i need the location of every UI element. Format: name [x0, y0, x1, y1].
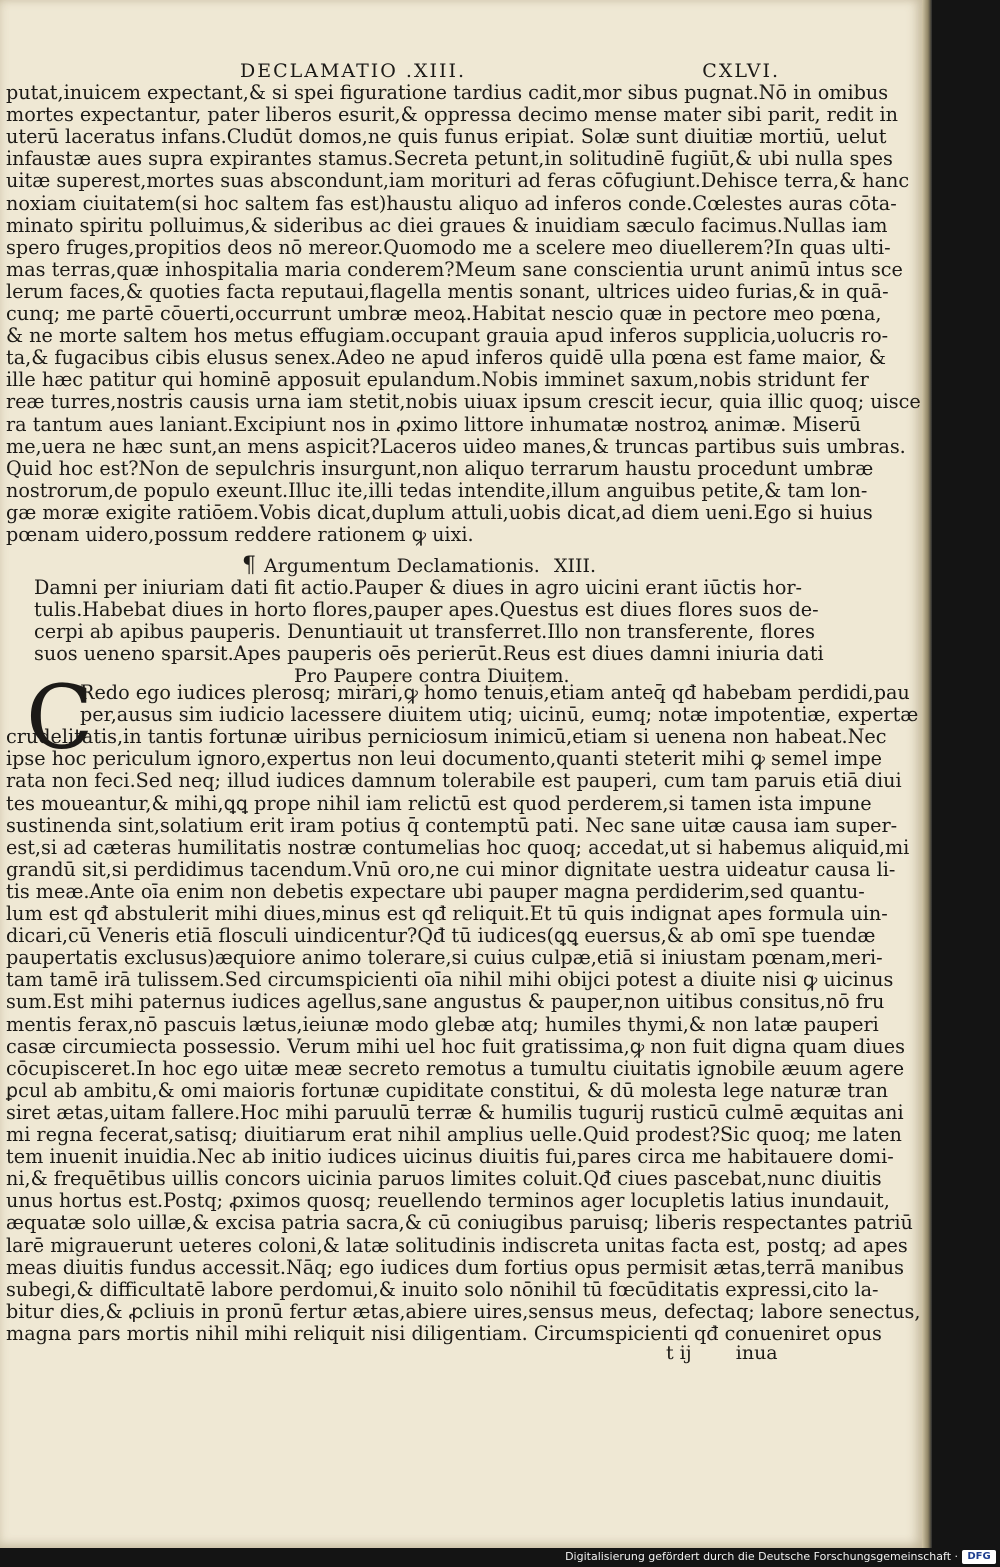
- text-line: sustinenda sint,solatium erit iram potius q̄ contemptū pati. Nec sane uitæ causa iam super-: [6, 813, 898, 837]
- text-line: sum.Est mihi paternus iudices agellus,sane angustus & pauper,non uitibus consitus,nō fru: [6, 990, 885, 1014]
- signature-text: t ij: [666, 1342, 692, 1364]
- text-line: uterū laceratus infans.Cludūt domos,ne quis funus eripiat. Solæ sunt diuitiæ mortiū, uelut: [6, 125, 887, 149]
- text-line: spero fruges,propitios deos nō mereor.Quomodo me a scelere meo diuellerem?In quas ulti-: [6, 235, 891, 259]
- text-line: reæ turres,nostris causis urna iam stetit,nobis uiuax ipsum crescit iecur, quia illic quoq; uisce: [6, 390, 921, 414]
- text-line: mentis ferax,nō pascuis lætus,ieiunæ modo glebæ atq; humiles thymi,& non latæ pauperi: [6, 1012, 879, 1036]
- text-line: larē migrauerunt ueteres coloni,& latæ solitudinis indiscreta unitas facta est, postq; ad apes: [6, 1233, 908, 1257]
- paragraph-mark-icon: ¶: [242, 553, 256, 578]
- text-line: rata non feci.Sed neq; illud iudices damnum tolerabile est pauperi, cum tam paruis etiā diui: [6, 769, 902, 793]
- footer-bar: [0, 1548, 1000, 1567]
- argument-subtitle: Pro Paupere contra Diuitem.: [294, 665, 570, 687]
- text-line: tam tamē irā tulissem.Sed circumspicienti oīa nihil mihi obijci potest a diuite nisi ꝙ uicinus: [6, 968, 894, 992]
- argument-line: tulis.Habebat diues in horto flores,pauper apes.Questus est diues flores suos de-: [34, 598, 819, 621]
- text-line: per,ausus sim iudicio lacessere diuitem utiq; uicinū, eumq; notæ impotentiæ, expertæ: [80, 703, 919, 727]
- text-line: lerum faces,& quoties facta reputaui,flagella mentis sonant, ultrices uideo furias,& in quā-: [6, 279, 889, 303]
- text-line: uitæ superest,mortes suas abscondunt,iam morituri ad feras cōfugiunt.Dehisce terra,& hanc: [6, 169, 910, 193]
- signature-mark: [666, 1340, 778, 1366]
- argument-number: XIII.: [554, 555, 597, 577]
- text-line: gæ moræ exigite ratiōem.Vobis dicat,duplum attuli,uobis dicat,ad diem ueni.Ego si huius: [6, 500, 873, 524]
- text-line: putat,inuicem expectant,& si spei figuratione tardius cadit,mor sibus pugnat.Nō in omibus: [6, 81, 889, 104]
- page-edge: [922, 0, 932, 1548]
- text-line: bitur dies,& ꝓcliuis in pronū fertur ætas,abiere uires,sensus meus, defectaq; labore senectus,: [6, 1299, 921, 1323]
- decorated-initial: C: [26, 666, 94, 769]
- argument-heading: Argumentum Declamationis.: [264, 555, 540, 577]
- text-line: grandū sit,si perdidimus tacendum.Vnū oro,ne cui minor dignitate uestra uideatur causa li-: [6, 857, 896, 881]
- text-line: mas terras,quæ inhospitalia maria conderem?Meum sane conscientia urunt animū intus sce: [6, 257, 903, 281]
- running-title: DECLAMATIO .XIII.: [240, 60, 467, 82]
- text-line: nostrorum,de populo exeunt.Illuc ite,illi tedas intendite,illum anguibus petite,& tam lon-: [6, 478, 868, 502]
- text-block: [6, 0, 921, 1548]
- text-line: lum est qđ abstulerit mihi diues,minus est qđ reliquit.Et tū quis indignat apes formula uin-: [6, 902, 888, 925]
- text-line: casæ circumiecta possessio. Verum mihi uel hoc fuit gratissima,ꝙ non fuit digna quam diues: [6, 1034, 905, 1058]
- text-line: paupertatis exclusus)æquiore animo tolerare,si cuius culpæ,etiā si iniustam pœnam,meri-: [6, 946, 883, 970]
- text-line: cōcupisceret.In hoc ego uitæ meæ secreto remotus a tumultu ciuitatis ignobile æuum agere: [6, 1056, 905, 1080]
- text-line: tes moueantur,& mihi,ꝗꝗ prope nihil iam relictū est quod perderem,si tamen ista impune: [6, 791, 872, 815]
- text-line: unus hortus est.Postq; ꝓximos quosq; reuellendo terminos ager locupletis latius inundauit,: [6, 1189, 890, 1213]
- text-line: ipse hoc periculum ignoro,expertus non leui documento,quanti steterit mihi ꝙ semel impe: [6, 747, 882, 771]
- text-line: mi regna fecerat,satisq; diuitiarum erat nihil amplius uelle.Quid prodest?Sic quoq; me laten: [6, 1123, 902, 1146]
- text-line: tem inuenit inuidia.Nec ab initio iudices uicinus diuitis fui,pares circa me habitauere domi-: [6, 1145, 894, 1169]
- text-line: siret ætas,uitam fallere.Hoc mihi paruulū terræ & humilis tugurij rusticū culmē æquitas ani: [6, 1100, 904, 1124]
- text-line: crudelitatis,in tantis fortunæ uiribus perniciosum inimicū,etiam si uenena non habeat.Nec: [6, 725, 887, 749]
- text-line: pœnam uidero,possum reddere rationem ꝙ uixi.: [6, 523, 474, 546]
- text-line: Quid hoc est?Non de sepulchris insurgunt,non aliquo terrarum haustu procedunt umbræ: [6, 456, 874, 480]
- text-line: ra tantum aues laniant.Excipiunt nos in ꝓximo littore inhumatæ nostroꝝ animæ. Miserū: [6, 412, 861, 436]
- text-line: ꝑcul ab ambitu,& omi maioris fortunæ cupiditate constitui, & dū molesta lege naturæ tran: [6, 1078, 889, 1102]
- text-line: ni,& frequētibus uillis concors uicinia paruos limites coluit.Qđ ciues pascebat,nunc diuitis: [6, 1167, 882, 1191]
- text-line: Redo ego iudices plerosq; mirari,ꝙ homo tenuis,etiam anteq̄ qđ habebam perdidi,pau: [80, 681, 910, 704]
- text-line: æquatæ solo uillæ,& excisa patria sacra,& cū coniugibus paruisq; liberis respectantes patriū: [6, 1211, 913, 1235]
- text-line: mortes expectantur, pater liberos esurit,& oppressa decimo mense mater sibi parit, redit in: [6, 103, 898, 127]
- text-line: tis meæ.Ante oīa enim non debetis expectare ubi pauper magna perdiderim,sed quantu-: [6, 879, 865, 903]
- text-line: cunq; me partē cōuerti,occurrunt umbræ meoꝝ.Habitat nescio quæ in pectore meo pœna,: [6, 302, 882, 325]
- text-line: ille hæc patitur qui hominē apposuit epulandum.Nobis imminet saxum,nobis stridunt fer: [6, 368, 869, 392]
- text-line: magna pars mortis nihil mihi reliquit nisi diligentiam. Circumspicienti qđ conueniret opus: [6, 1321, 882, 1345]
- funding-credit: Digitalisierung gefördert durch die Deutsche Forschungsgemeinschaft ·: [565, 1550, 958, 1563]
- text-line: me,uera ne hæc sunt,an mens aspicit?Laceros uideo manes,& truncas partibus suis umbras.: [6, 434, 906, 458]
- text-line: subegi,& difficultatē labore perdomui,& inuito solo nōnihil tū fœcūditatis expressi,cito la-: [6, 1277, 879, 1301]
- text-line: infaustæ aues supra expirantes stamus.Secreta petunt,in solitudinē fugiūt,& ubi nulla spes: [6, 147, 893, 171]
- argument-line: Damni per iniuriam dati fit actio.Pauper & diues in agro uicini erant iūctis hor-: [34, 576, 803, 599]
- text-line: & ne morte saltem hos metus effugiam.occupant grauia apud inferos supplicia,uolucris ro-: [6, 324, 889, 348]
- argument-line: suos ueneno sparsit.Apes pauperis oēs perierūt.Reus est diues damni iniuria dati: [34, 642, 824, 665]
- text-line: meas diuitis fundus accessit.Nāq; ego iudices dum fortius opus permisit ætas,terrā manibus: [6, 1255, 904, 1279]
- argument-line: cerpi ab apibus pauperis. Denuntiauit ut transferret.Illo non transferente, flores: [34, 620, 815, 643]
- dfg-logo: DFG: [962, 1550, 996, 1564]
- text-line: noxiam ciuitatem(si hoc saltem fas est)haustu aliquo ad inferos conde.Cœlestes auras cōta-: [6, 191, 897, 215]
- text-line: est,si ad cæteras humilitatis nostræ contumelias hoc quoq; accedat,ut si habemus aliquid,mi: [6, 835, 910, 859]
- text-line: minato spiritu polluimus,& sideribus ac diei graues & inuidiam sæculo facimus.Nullas iam: [6, 213, 888, 237]
- text-line: dicari,cū Veneris etiā flosculi uindicentur?Qđ tū iudices(ꝗꝗ euersus,& ab omī spe tuendæ: [6, 924, 876, 948]
- catchword: inua: [735, 1342, 778, 1364]
- text-line: ta,& fugacibus cibis elusus senex.Adeo ne apud inferos quidē ulla pœna est fame maior, &: [6, 346, 886, 370]
- folio-number: CXLVI.: [702, 60, 780, 82]
